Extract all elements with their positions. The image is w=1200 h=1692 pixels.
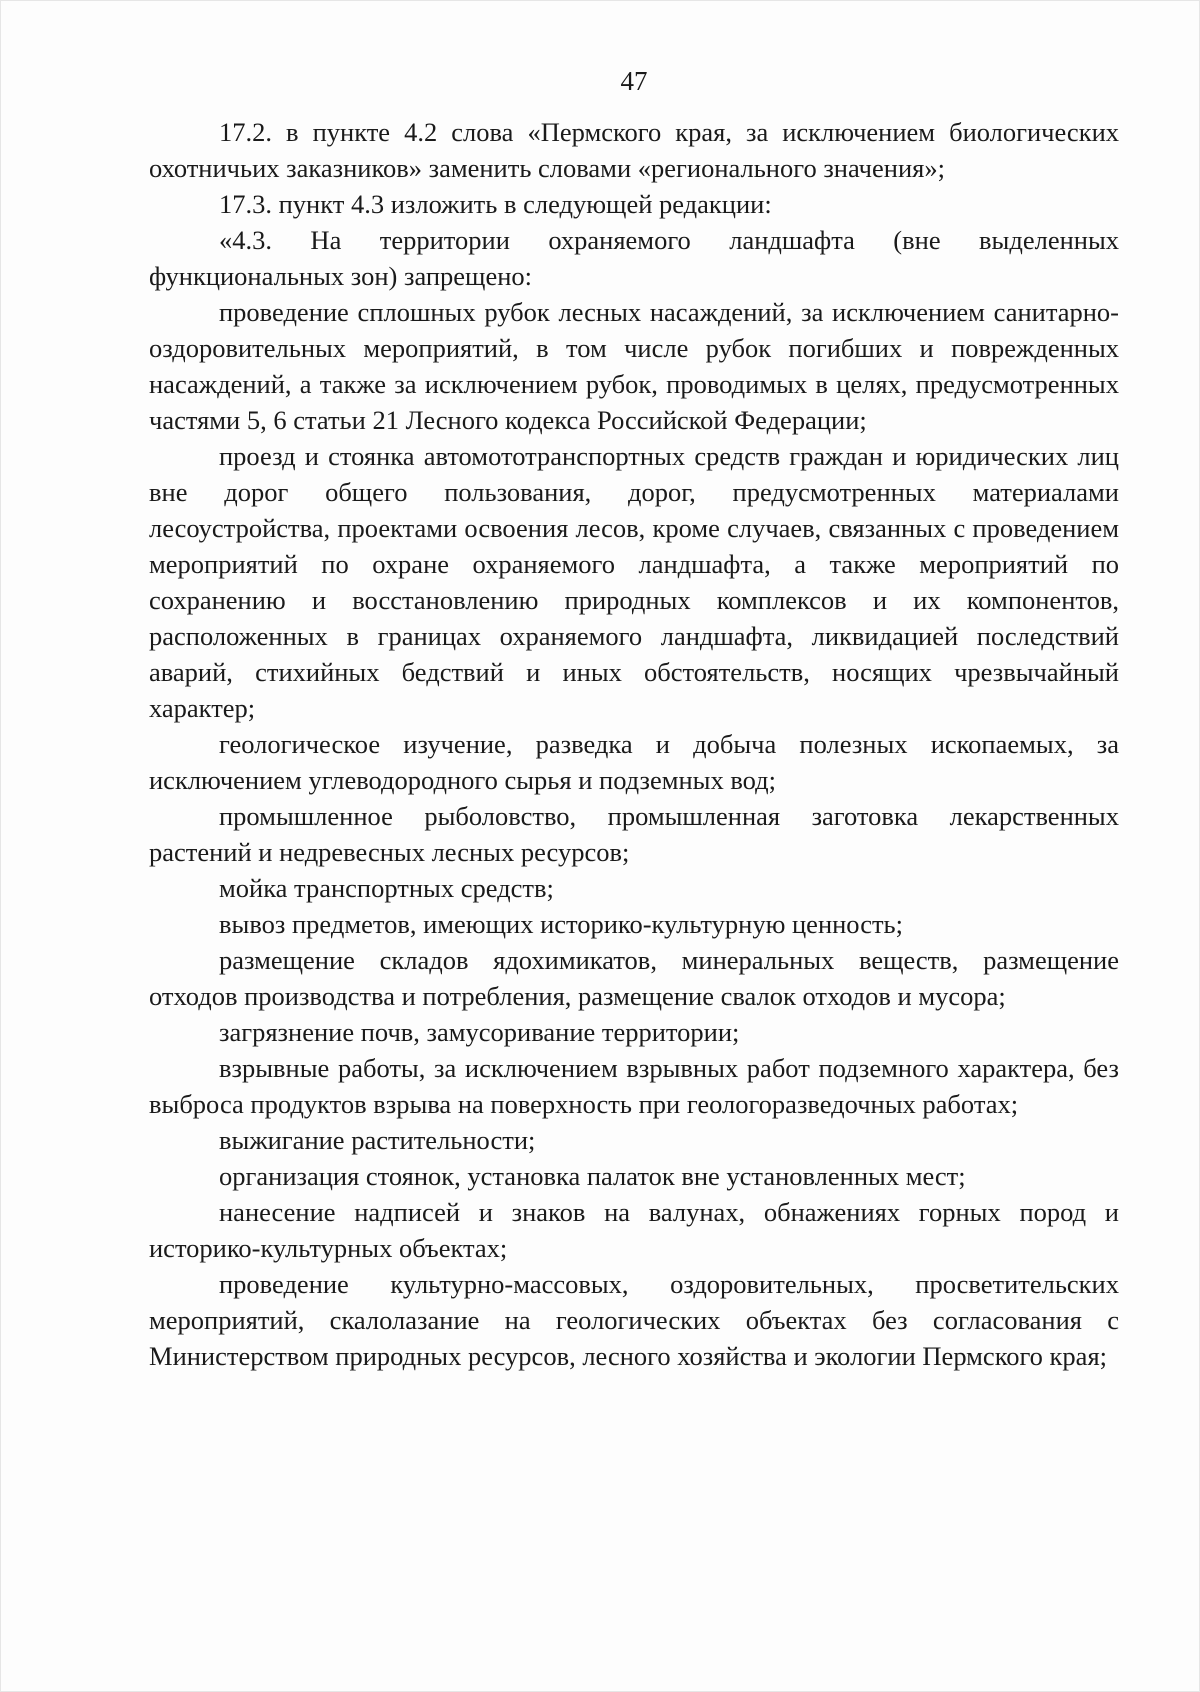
paragraph: нанесение надписей и знаков на валунах, обнажениях горных пород и историко-культурных объектах; [149,1197,1119,1263]
paragraph: проезд и стоянка автомототранспортных средств граждан и юридических лиц вне дорог общего пользования, дорог, предусмотренных материалами лесоустройства, проектами освоения лесов, кроме случаев, связанных с проведением мероприятий по охране охраняемого ландшафта, а также мероприятий по сохранению и восстановлению природных комплексов и их компонентов, расположенных в границах охраняемого ландшафта, ликвидацией последствий аварий, стихийных бедствий и иных обстоятельств, носящих чрезвычайный характер; [149,441,1119,723]
paragraph: загрязнение почв, замусоривание территории; [219,1017,740,1047]
paragraph: 17.3. пункт 4.3 изложить в следующей редакции: [219,189,772,219]
page-number: 47 [620,66,648,96]
paragraph: выжигание растительности; [219,1125,536,1155]
paragraph: 17.2. в пункте 4.2 слова «Пермского края, за исключением биологических охотничьих заказников» заменить словами «регионального значения»; [149,117,1119,183]
paragraph: промышленное рыболовство, промышленная заготовка лекарственных растений и недревесных лесных ресурсов; [149,801,1119,867]
paragraph: взрывные работы, за исключением взрывных работ подземного характера, без выброса продуктов взрыва на поверхность при геологоразведочных работах; [149,1053,1119,1119]
paragraph: вывоз предметов, имеющих историко-культурную ценность; [219,909,904,939]
paragraph: проведение сплошных рубок лесных насаждений, за исключением санитарно-оздоровительных мероприятий, в том числе рубок погибших и поврежденных насаждений, а также за исключением рубок, проводимых в целях, предусмотренных частями 5, 6 статьи 21 Лесного кодекса Российской Федерации; [149,297,1119,435]
paragraph: размещение складов ядохимикатов, минеральных веществ, размещение отходов производства и потребления, размещение свалок отходов и мусора; [149,945,1119,1011]
paragraph: проведение культурно-массовых, оздоровительных, просветительских мероприятий, скалолазание на геологических объектах без согласования с Министерством природных ресурсов, лесного хозяйства и экологии Пермского края; [149,1269,1119,1371]
paragraph: «4.3. На территории охраняемого ландшафта (вне выделенных функциональных зон) запрещено: [149,225,1119,291]
paragraph: мойка транспортных средств; [219,873,554,903]
paragraph: геологическое изучение, разведка и добыча полезных ископаемых, за исключением углеводородного сырья и подземных вод; [149,729,1119,795]
paragraph: организация стоянок, установка палаток вне установленных мест; [219,1161,966,1191]
document-body [149,114,1119,1374]
